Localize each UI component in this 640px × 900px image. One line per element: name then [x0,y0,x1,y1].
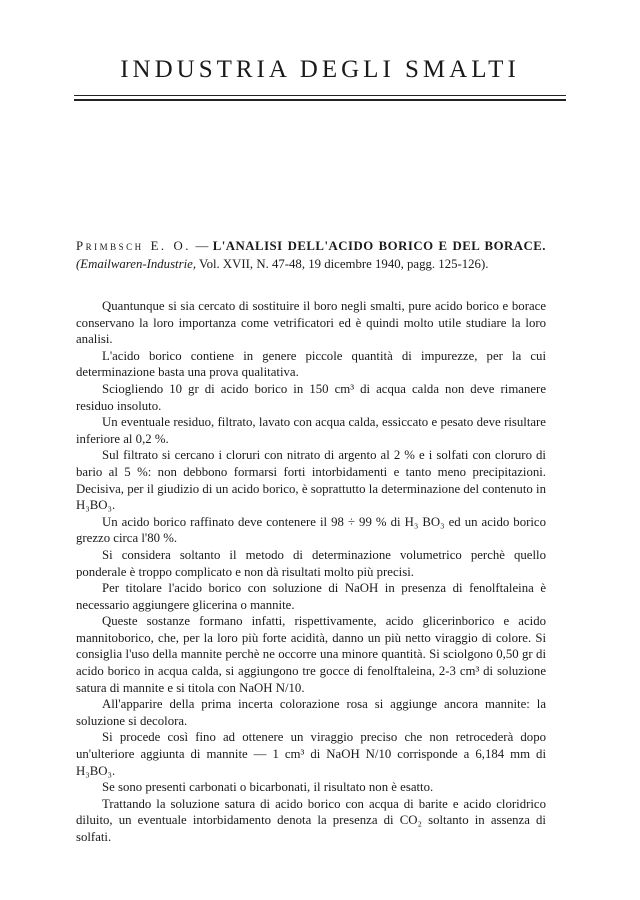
paragraph: Trattando la soluzione satura di acido borico con acqua di barite e acido cloridrico diluito, un eventuale intorbidamento denota la presenza di CO₂ soltanto in assenza di solfati. [76,796,546,844]
citation-details: Vol. XVII, N. 47-48, 19 dicembre 1940, pagg. 125-126). [196,256,489,271]
paragraph: Se sono presenti carbonati o bicarbonati, il risultato non è esatto. [102,780,434,795]
citation-dash: — [191,239,213,253]
header-rule-thin [74,95,566,96]
paragraph: L'acido borico contiene in genere piccole quantità di impurezze, per la cui determinazione basta una prova qualitativa. [76,348,546,380]
paragraph: Si procede così fino ad ottenere un viraggio preciso che non retrocederà dopo un'ulteriore aggiunta di mannite — 1 cm³ di NaOH N/10 corrisponde a 6,184 mm di H₃BO₃. [76,730,546,778]
header-rule-thick [74,99,566,101]
paragraph: Quantunque si sia cercato di sostituire il boro negli smalti, pure acido borico e borace conservano la loro importanza come vetrificatori ed è quindi molto utile studiare la loro analisi. [76,299,546,347]
paragraph: Un acido borico raffinato deve contenere il 98 ÷ 99 % di H₃ BO₃ ed un acido borico grezzo circa l'80 %. [76,514,546,546]
paragraph: All'apparire della prima incerta colorazione rosa si aggiunge ancora mannite: la soluzione si decolora. [76,697,546,728]
citation-journal: (Emailwaren-Industrie, [76,256,197,271]
paragraph: Per titolare l'acido borico con soluzione di NaOH in presenza di fenolftaleina è necessario aggiungere glicerina o mannite. [76,581,546,612]
citation [76,238,546,273]
paragraph: Sciogliendo 10 gr di acido borico in 150 cm³ di acqua calda non deve rimanere residuo insoluto. [76,381,546,413]
page-title: INDUSTRIA DEGLI SMALTI [120,56,520,83]
paragraph: Un eventuale residuo, filtrato, lavato con acqua calda, essiccato e pesato deve risultare inferiore al 0,2 %. [76,415,546,446]
citation-title: L'ANALISI DELL'ACIDO BORICO E DEL BORACE. [212,239,546,253]
citation-author: Primbsch E. O. [76,239,191,253]
article-body [76,298,546,846]
paragraph: Queste sostanze formano infatti, rispettivamente, acido glicerinborico e acido mannitoborico, che, per la loro più forte acidità, danno un più netto viraggio di colore. Si consiglia l'uso della mannite perchè ne occorre una minore quantità. Si sciolgono 0,50 gr di acido borico in acqua calda, si aggiungono tre gocce di fenolftaleina, 2-3 cm³ di soluzione satura di mannite e si titola con NaOH N/10. [76,614,546,695]
paragraph: Sul filtrato si cercano i cloruri con nitrato di argento al 2 % e i solfati con cloruro di bario al 5 %: non debbono formarsi forti intorbidamenti e tanto meno precipitazioni. Decisiva, per il giudizio di un acido borico, è soprattutto la determinazione del contenuto in H₃BO₃. [76,448,546,513]
paragraph: Si considera soltanto il metodo di determinazione volumetrico perchè quello ponderale è troppo complicato e non dà risultati molto più precisi. [76,547,546,579]
